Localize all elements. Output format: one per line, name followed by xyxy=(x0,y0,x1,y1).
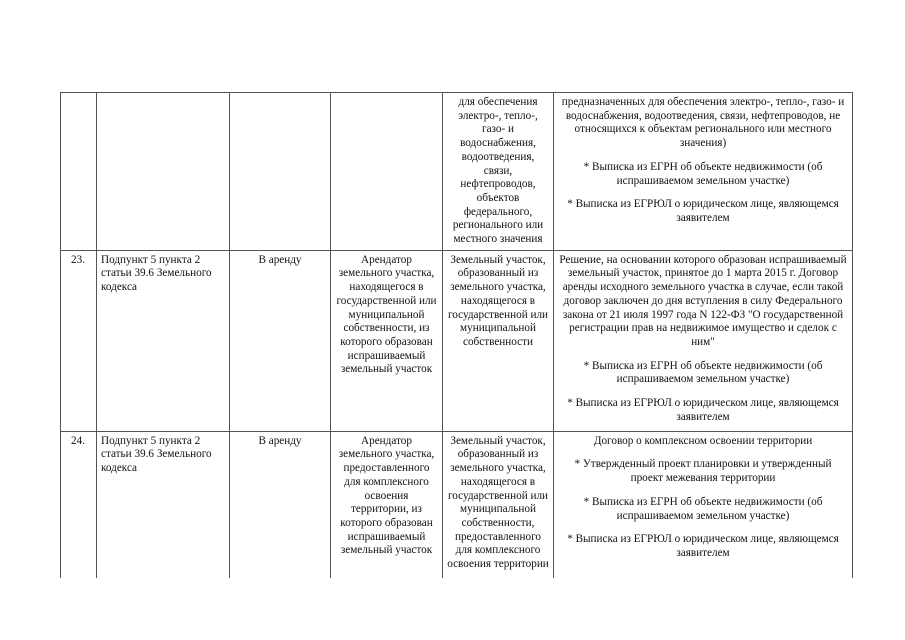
row-number xyxy=(61,93,97,251)
document-item: * Выписка из ЕГРН об объекте недвижимости (об испрашиваемом земельном участке) xyxy=(583,160,823,187)
table-row xyxy=(61,250,853,431)
provision-type: В аренду xyxy=(230,431,331,578)
table-row xyxy=(61,93,853,251)
land-plot: Земельный участок, образованный из земельного участка, находящегося в государственной или муниципальной собственности, предоставленного для комплексного освоения территории xyxy=(443,431,554,578)
document-item: * Выписка из ЕГРЮЛ о юридическом лице, являющемся заявителем xyxy=(567,397,839,423)
legal-basis: Подпункт 5 пункта 2 статьи 39.6 Земельного кодекса xyxy=(97,250,230,431)
table-row xyxy=(61,431,853,578)
applicant xyxy=(331,93,443,251)
document-item: * Утвержденный проект планировки и утвержденный проект межевания территории xyxy=(574,458,832,485)
document-item: Решение, на основании которого образован испрашиваемый земельный участок, принятое до 1 марта 2015 г. Договор аренды исходного земельного участка в случае, если такой договор заключен до дня вступления в силу Федерального закона от 21 июля 1997 года N 122-ФЗ "О государственной регистрации прав на недвижимое имущество и сделок с ним" xyxy=(559,253,847,348)
row-number: 23. xyxy=(61,250,97,431)
document-item: * Выписка из ЕГРЮЛ о юридическом лице, являющемся заявителем xyxy=(567,533,839,559)
applicant: Арендатор земельного участка, предоставленного для комплексного освоения территории, из которого образован испрашиваемый земельный участок xyxy=(331,431,443,578)
services-table xyxy=(60,92,853,578)
document-item: * Выписка из ЕГРН об объекте недвижимости (об испрашиваемом земельном участке) xyxy=(583,495,823,522)
row-number: 24. xyxy=(61,431,97,578)
applicant: Арендатор земельного участка, находящегося в государственной или муниципальной собственности, из которого образован испрашиваемый земельный участок xyxy=(331,250,443,431)
legal-basis: Подпункт 5 пункта 2 статьи 39.6 Земельного кодекса xyxy=(97,431,230,578)
land-plot: для обеспечения электро-, тепло-, газо- и водоснабжения, водоотведения, связи, нефтепроводов, объектов федерального, регионального или местного значения xyxy=(443,93,554,251)
required-documents xyxy=(554,93,853,251)
required-documents xyxy=(554,250,853,431)
document-item: предназначенных для обеспечения электро-, тепло-, газо- и водоснабжения, водоотведения, связи, нефтепроводов, не относящихся к объектам регионального или местного значения) xyxy=(561,96,845,150)
document-item: * Выписка из ЕГРЮЛ о юридическом лице, являющемся заявителем xyxy=(567,198,839,224)
provision-type: В аренду xyxy=(230,250,331,431)
legal-basis xyxy=(97,93,230,251)
required-documents xyxy=(554,431,853,578)
provision-type xyxy=(230,93,331,251)
document-item: Договор о комплексном освоении территории xyxy=(593,434,813,447)
land-plot: Земельный участок, образованный из земельного участка, находящегося в государственной или муниципальной собственности xyxy=(443,250,554,431)
document-item: * Выписка из ЕГРН об объекте недвижимости (об испрашиваемом земельном участке) xyxy=(583,359,823,386)
